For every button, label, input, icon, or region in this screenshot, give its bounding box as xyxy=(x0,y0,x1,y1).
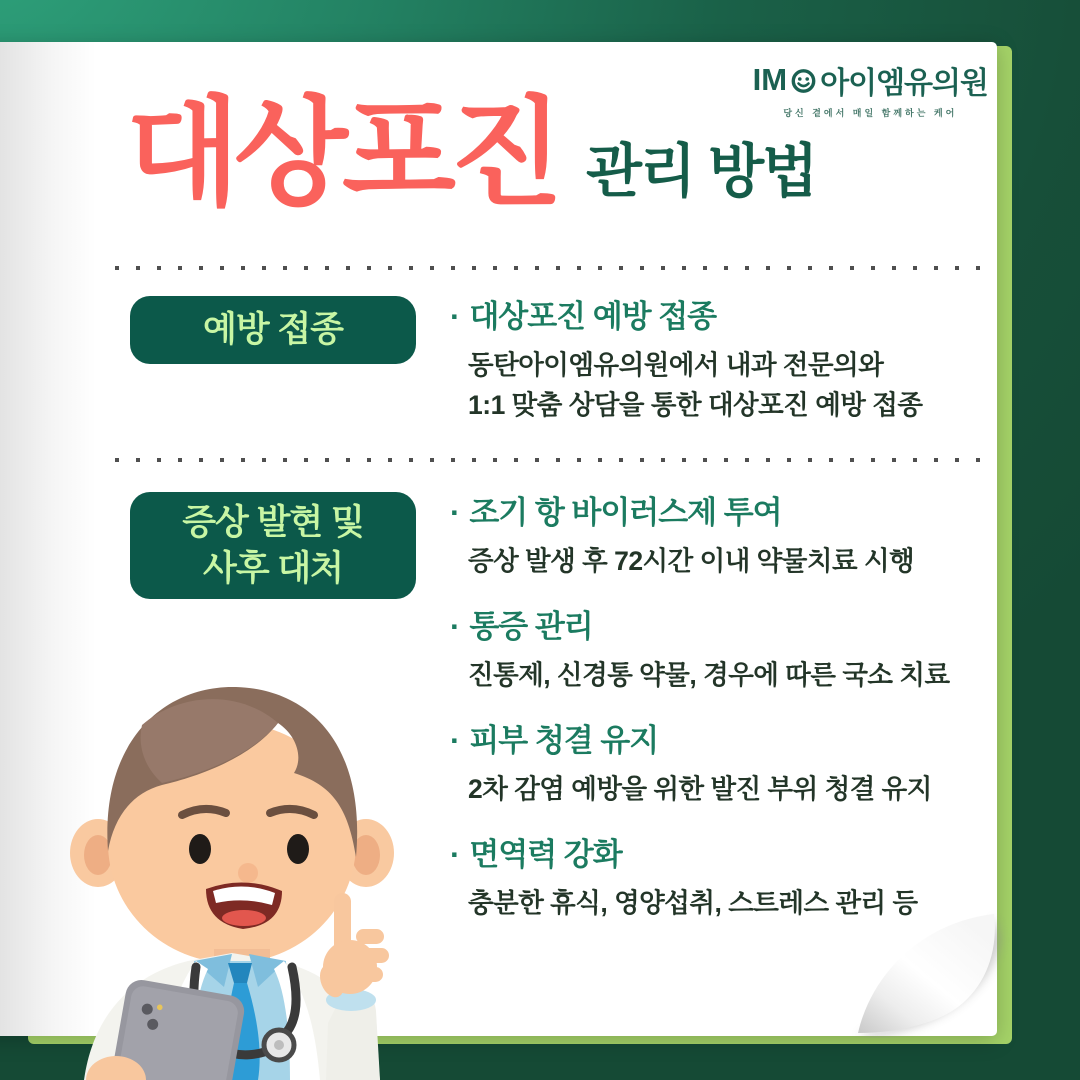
list-item xyxy=(450,722,990,810)
item-heading xyxy=(450,722,990,759)
doctor-character-illustration xyxy=(46,665,418,1080)
item-heading-text: 대상포진 예방 접종 xyxy=(469,299,717,334)
item-body xyxy=(468,542,990,582)
item-heading-text: 면역력 강화 xyxy=(469,836,622,872)
title-main: 대상포진 xyxy=(126,88,558,220)
logo-text-im: IM xyxy=(752,62,788,97)
item-heading xyxy=(450,836,990,873)
item-heading xyxy=(450,494,990,531)
logo-text-name: 아이엠유의원 xyxy=(820,67,988,100)
list-item xyxy=(450,298,990,426)
item-body-line: 증상 발생 후 72시간 이내 약물치료 시행 xyxy=(468,546,915,577)
item-heading xyxy=(450,298,990,335)
section-prevention xyxy=(130,296,990,426)
badge-label-line: 증상 발현 및 xyxy=(182,503,364,542)
bullet-dot: · xyxy=(450,299,460,334)
bullet-dot: · xyxy=(450,836,460,872)
badge-label-line: 사후 대처 xyxy=(203,548,343,588)
dotted-divider-middle xyxy=(115,458,985,462)
section-badge-response xyxy=(130,492,416,599)
list-item xyxy=(450,494,990,582)
section-badge-prevention xyxy=(130,296,416,364)
item-body-line: 2차 감염 예방을 위한 발진 부위 청결 유지 xyxy=(468,774,932,805)
bullet-dot: · xyxy=(450,722,460,758)
title-sub: 관리 방법 xyxy=(585,139,817,205)
dotted-divider-top xyxy=(115,266,985,270)
section-response-items xyxy=(450,492,990,924)
list-item xyxy=(450,608,990,696)
bullet-dot: · xyxy=(450,608,460,644)
item-body-line: 충분한 휴식, 영양섭취, 스트레스 관리 등 xyxy=(468,888,918,918)
item-heading-text: 피부 청결 유지 xyxy=(469,722,659,758)
item-body-line: 1:1 맞춤 상담을 통한 대상포진 예방 접종 xyxy=(468,389,923,420)
page-curl xyxy=(838,886,1012,1038)
item-heading-text: 조기 항 바이러스제 투여 xyxy=(469,495,782,530)
item-heading-text: 통증 관리 xyxy=(469,608,593,644)
badge-label: 예방 접종 xyxy=(203,310,343,350)
bullet-dot: · xyxy=(450,495,460,530)
item-body-line: 진통제, 신경통 약물, 경우에 따른 국소 치료 xyxy=(468,660,950,691)
item-heading xyxy=(450,608,990,645)
item-body xyxy=(468,346,990,426)
item-body-line: 동탄아이엠유의원에서 내과 전문의와 xyxy=(468,350,884,381)
page-title xyxy=(126,88,816,220)
logo-tagline: 당신 곁에서 매일 함께하는 케어 xyxy=(783,108,958,118)
item-body xyxy=(468,656,990,696)
section-prevention-items xyxy=(450,296,990,426)
item-body xyxy=(468,770,990,810)
